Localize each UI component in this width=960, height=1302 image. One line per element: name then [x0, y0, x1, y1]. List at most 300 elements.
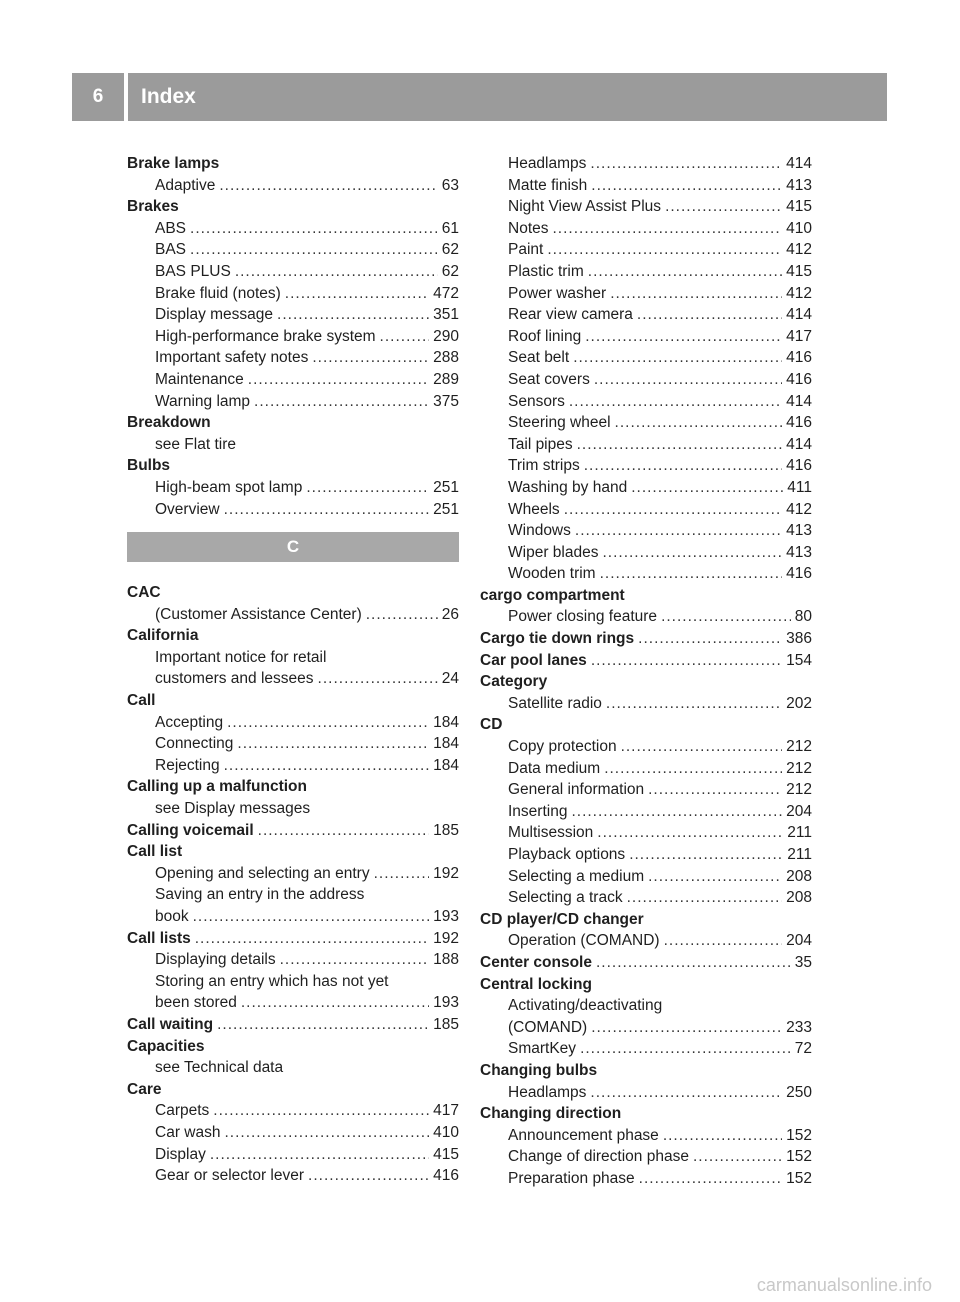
index-term-label: CD	[480, 716, 503, 734]
index-term-label: Calling voicemail	[127, 821, 254, 839]
index-subentry	[127, 326, 459, 348]
index-term-label: Central locking	[480, 975, 592, 993]
dot-leader	[241, 992, 429, 1014]
page-reference: 251	[433, 500, 459, 518]
index-term-label: Call waiting	[127, 1015, 214, 1033]
dot-leader	[585, 326, 782, 348]
dot-leader	[664, 930, 783, 952]
index-subentry-label: Wheels	[508, 500, 560, 518]
index-subentry-label: customers and lessees	[155, 670, 314, 688]
page-reference: 184	[433, 756, 459, 774]
index-subentry	[127, 733, 459, 755]
index-subentry	[127, 261, 459, 283]
dot-leader	[190, 239, 438, 261]
index-subentry-label: Windows	[508, 522, 571, 540]
index-subentry-label: Gear or selector lever	[155, 1167, 305, 1185]
page-reference: 413	[786, 522, 812, 540]
index-subentry-label: Roof lining	[508, 327, 582, 345]
index-subentry-label: Change of direction phase	[508, 1148, 689, 1166]
dot-leader	[237, 733, 429, 755]
page-reference: 290	[433, 327, 459, 345]
index-subentry	[480, 887, 812, 909]
index-term	[480, 650, 812, 672]
page-reference: 233	[786, 1018, 812, 1036]
dot-leader	[591, 175, 782, 197]
page-title: Index	[141, 85, 196, 108]
dot-leader	[597, 822, 783, 844]
dot-leader	[547, 239, 782, 261]
dot-leader	[569, 391, 782, 413]
index-subentry	[127, 798, 459, 820]
index-subentry	[480, 801, 812, 823]
index-subentry	[127, 1057, 459, 1079]
index-subentry	[127, 1122, 459, 1144]
page-reference: 413	[786, 543, 812, 561]
index-subentry-label: Storing an entry which has not yet	[155, 972, 389, 990]
index-term	[480, 628, 812, 650]
index-subentry-label: Rejecting	[155, 756, 220, 774]
index-term	[480, 1060, 812, 1082]
index-subentry	[127, 283, 459, 305]
page-reference: 211	[787, 846, 812, 863]
index-term	[127, 582, 459, 604]
index-subentry	[480, 1168, 812, 1190]
index-subentry-label: Opening and selecting an entry	[155, 864, 370, 882]
page-reference: 192	[433, 864, 459, 882]
page-header	[72, 73, 887, 121]
index-subentry-label: Announcement phase	[508, 1126, 659, 1144]
index-subentry-label: Rear view camera	[508, 306, 633, 324]
index-term-label: Bulbs	[127, 457, 171, 475]
index-subentry-label: Matte finish	[508, 176, 588, 194]
dot-leader	[591, 1017, 782, 1039]
dot-leader	[638, 628, 782, 650]
index-term	[127, 928, 459, 950]
index-subentry-label: Headlamps	[508, 1083, 587, 1101]
index-column-right	[480, 153, 812, 1190]
index-subentry-label: Selecting a medium	[508, 867, 645, 885]
page-reference: 416	[786, 349, 812, 367]
dot-leader	[224, 755, 430, 777]
index-subentry	[480, 261, 812, 283]
dot-leader	[217, 1014, 429, 1036]
dot-leader	[631, 477, 783, 499]
page-reference: 204	[786, 802, 812, 820]
dot-leader	[573, 347, 782, 369]
index-subentry	[480, 477, 812, 499]
dot-leader	[277, 304, 429, 326]
index-subentry-label: Sensors	[508, 392, 565, 410]
index-subentry-label: Wiper blades	[508, 543, 599, 561]
dot-leader	[227, 712, 429, 734]
index-subentry	[127, 1165, 459, 1187]
index-subentry-label: see Flat tire	[155, 435, 236, 453]
page-reference: 62	[441, 241, 459, 259]
dot-leader	[193, 906, 430, 928]
index-subentry-label: Display message	[155, 306, 274, 324]
index-subentry-label: see Display messages	[155, 800, 311, 818]
index-subentry-label: Trim strips	[508, 457, 580, 475]
index-term	[127, 1079, 459, 1101]
dot-leader	[600, 563, 783, 585]
index-subentry	[480, 434, 812, 456]
index-subentry	[480, 542, 812, 564]
page-reference: 251	[433, 478, 459, 496]
index-term-label: Car pool lanes	[480, 651, 587, 669]
page-reference: 152	[786, 1169, 812, 1187]
page-reference: 415	[433, 1145, 459, 1163]
page-reference: 80	[794, 608, 812, 626]
page-reference: 212	[786, 781, 812, 799]
index-subentry-label: Carpets	[155, 1102, 210, 1120]
page-reference: 412	[786, 241, 812, 259]
dot-leader	[637, 304, 782, 326]
dot-leader	[591, 650, 782, 672]
index-subentry-label: book	[155, 908, 189, 925]
page-reference: 193	[433, 908, 459, 925]
page-reference: 61	[441, 219, 459, 237]
index-subentry-label: Copy protection	[508, 738, 617, 756]
dot-leader	[248, 369, 429, 391]
index-term	[127, 841, 459, 863]
page-reference: 62	[441, 262, 459, 280]
dot-leader	[580, 1038, 791, 1060]
page-reference: 212	[786, 738, 812, 756]
index-subentry	[480, 758, 812, 780]
index-subentry	[480, 866, 812, 888]
index-subentry-label: Warning lamp	[155, 392, 251, 410]
index-subentry	[480, 563, 812, 585]
dot-leader	[648, 779, 782, 801]
index-subentry	[127, 218, 459, 240]
index-subentry-label: Plastic trim	[508, 262, 584, 280]
page-reference: 289	[433, 370, 459, 388]
index-block-b	[127, 153, 459, 520]
page-reference: 410	[786, 219, 812, 237]
index-subentry	[127, 712, 459, 734]
index-subentry	[127, 1100, 459, 1122]
dot-leader	[190, 218, 438, 240]
dot-leader	[663, 1125, 782, 1147]
index-subentry	[127, 499, 459, 521]
index-subentry	[127, 239, 459, 261]
page-reference: 208	[786, 889, 812, 907]
page-reference: 412	[786, 284, 812, 302]
page-reference: 417	[786, 327, 812, 345]
index-term-label: Brakes	[127, 198, 179, 216]
page-reference: 26	[441, 605, 459, 623]
page-reference: 204	[786, 932, 812, 950]
page-reference: 415	[786, 198, 812, 216]
index-subentry-label: Night View Assist Plus	[508, 198, 662, 216]
page-reference: 63	[441, 176, 459, 194]
index-subentry-label: High-performance brake system	[155, 327, 376, 345]
index-subentry-label: ABS	[155, 219, 187, 237]
header-divider	[124, 73, 128, 121]
page-reference: 410	[433, 1123, 459, 1141]
index-subentry	[127, 434, 459, 456]
page-reference: 184	[433, 735, 459, 753]
index-subentry	[480, 283, 812, 305]
dot-leader	[254, 391, 429, 413]
index-subentry-label: High-beam spot lamp	[155, 478, 303, 496]
index-subentry-label: Car wash	[155, 1123, 221, 1141]
index-subentry	[127, 863, 459, 885]
dot-leader	[610, 283, 782, 305]
index-subentry	[480, 153, 812, 175]
index-subentry	[480, 693, 812, 715]
index-subentry-label: Brake fluid (notes)	[155, 284, 281, 302]
dot-leader	[564, 499, 782, 521]
index-term-label: Capacities	[127, 1037, 205, 1055]
page-reference: 212	[786, 759, 812, 777]
page-reference: 152	[786, 1148, 812, 1166]
index-subentry-label: Paint	[508, 241, 544, 259]
dot-leader	[665, 196, 782, 218]
dot-leader	[195, 928, 429, 950]
page-reference: 375	[433, 392, 459, 410]
index-subentry	[480, 412, 812, 434]
index-subentry	[127, 971, 459, 993]
index-subentry	[480, 844, 812, 866]
index-term-label: Center console	[480, 953, 592, 971]
index-term	[480, 714, 812, 736]
dot-leader	[693, 1146, 782, 1168]
page-reference: 192	[433, 929, 459, 947]
index-term	[127, 1036, 459, 1058]
index-term-label: CAC	[127, 584, 161, 602]
index-subentry-label: Display	[155, 1145, 206, 1163]
page-reference: 416	[786, 457, 812, 475]
index-subentry	[480, 196, 812, 218]
index-subentry	[480, 520, 812, 542]
index-subentry-label: Inserting	[508, 802, 568, 820]
index-block-c	[127, 582, 459, 1187]
index-subentry-label: Selecting a track	[508, 889, 623, 907]
dot-leader	[280, 949, 430, 971]
page-reference: 413	[786, 176, 812, 194]
dot-leader	[285, 283, 429, 305]
dot-leader	[374, 863, 430, 885]
page-reference: 202	[786, 694, 812, 712]
dot-leader	[308, 1165, 429, 1187]
index-subentry	[127, 604, 459, 626]
index-term	[480, 671, 812, 693]
index-subentry-label: Activating/deactivating	[508, 997, 663, 1015]
index-term-label: Cargo tie down rings	[480, 630, 635, 648]
dot-leader	[380, 326, 430, 348]
index-term	[127, 776, 459, 798]
index-subentry	[480, 369, 812, 391]
page-reference: 416	[433, 1167, 459, 1185]
index-term-label: Changing bulbs	[480, 1061, 598, 1079]
index-subentry	[127, 949, 459, 971]
page-reference: 154	[786, 651, 812, 669]
index-subentry	[480, 455, 812, 477]
index-column-left	[127, 153, 459, 1187]
index-term-label: Care	[127, 1080, 162, 1098]
dot-leader	[224, 499, 430, 521]
section-header-c: C	[127, 532, 459, 562]
page-reference: 184	[433, 713, 459, 731]
page-reference: 414	[786, 155, 812, 172]
dot-leader	[594, 369, 782, 391]
index-subentry	[480, 175, 812, 197]
dot-leader	[235, 261, 438, 283]
index-subentry-label: (Customer Assistance Center)	[155, 605, 362, 623]
index-subentry-label: Headlamps	[508, 155, 587, 172]
index-subentry	[127, 884, 459, 906]
index-subentry	[480, 1125, 812, 1147]
index-subentry-label: Overview	[155, 500, 220, 518]
index-term	[127, 412, 459, 434]
index-term	[127, 1014, 459, 1036]
index-subentry-label: Power closing feature	[508, 608, 658, 626]
index-subentry	[480, 499, 812, 521]
index-subentry-label: BAS	[155, 241, 187, 259]
dot-leader	[553, 218, 783, 240]
index-term-label: CD player/CD changer	[480, 910, 644, 928]
index-subentry	[127, 668, 459, 690]
index-subentry	[127, 992, 459, 1014]
dot-leader	[604, 758, 782, 780]
index-subentry-label: (COMAND)	[508, 1018, 588, 1036]
dot-leader	[602, 542, 782, 564]
index-subentry	[127, 647, 459, 669]
index-subentry-label: Tail pipes	[508, 435, 573, 453]
index-subentry	[480, 995, 812, 1017]
index-subentry	[127, 304, 459, 326]
dot-leader	[590, 1082, 782, 1104]
dot-leader	[648, 866, 782, 888]
dot-leader	[629, 844, 783, 866]
page-reference: 24	[441, 670, 459, 688]
index-subentry-label: SmartKey	[508, 1040, 577, 1058]
index-term-label: Breakdown	[127, 414, 211, 432]
dot-leader	[627, 887, 783, 909]
index-subentry-label: Wooden trim	[508, 565, 596, 583]
index-subentry	[480, 304, 812, 326]
page-reference: 472	[433, 284, 459, 302]
index-subentry	[480, 930, 812, 952]
index-subentry	[127, 391, 459, 413]
index-subentry	[480, 822, 812, 844]
index-term-label: Call list	[127, 843, 183, 861]
index-subentry	[127, 1144, 459, 1166]
page-reference: 416	[786, 370, 812, 388]
page-reference: 416	[786, 414, 812, 432]
index-term-label: Category	[480, 673, 548, 691]
dot-leader	[312, 347, 429, 369]
index-subentry	[127, 906, 459, 928]
index-term	[480, 1103, 812, 1125]
index-subentry-label: Important notice for retail	[155, 648, 327, 666]
index-subentry-label: Seat belt	[508, 349, 570, 367]
index-subentry-label: Maintenance	[155, 370, 244, 388]
index-subentry	[480, 391, 812, 413]
dot-leader	[584, 455, 782, 477]
index-term-label: Call lists	[127, 929, 191, 947]
page-reference: 250	[786, 1083, 812, 1101]
index-term	[480, 909, 812, 931]
index-subentry-label: Preparation phase	[508, 1169, 635, 1187]
index-subentry	[480, 1017, 812, 1039]
index-subentry	[127, 755, 459, 777]
index-subentry-label: been stored	[155, 994, 237, 1012]
index-subentry-label: Important safety notes	[155, 349, 309, 367]
index-subentry-label: Playback options	[508, 846, 626, 863]
index-term	[127, 625, 459, 647]
index-subentry-label: Washing by hand	[508, 478, 628, 496]
page-reference: 414	[786, 392, 812, 410]
index-subentry	[127, 369, 459, 391]
index-subentry-label: Operation (COMAND)	[508, 932, 660, 950]
index-subentry-label: Displaying details	[155, 951, 276, 969]
index-subentry-label: Seat covers	[508, 370, 590, 388]
dot-leader	[639, 1168, 782, 1190]
index-subentry-label: Steering wheel	[508, 414, 611, 432]
dot-leader	[219, 175, 437, 197]
index-subentry-label: Saving an entry in the address	[155, 886, 365, 904]
index-subentry	[480, 606, 812, 628]
index-subentry	[480, 779, 812, 801]
dot-leader	[615, 412, 783, 434]
index-term	[127, 196, 459, 218]
index-term-label: Calling up a malfunction	[127, 778, 307, 796]
page-reference: 417	[433, 1102, 459, 1120]
page-reference: 193	[433, 994, 459, 1012]
page-reference: 72	[794, 1040, 812, 1058]
page-reference: 412	[786, 500, 812, 518]
page-reference: 185	[433, 1015, 459, 1033]
index-subentry	[480, 239, 812, 261]
index-term	[480, 585, 812, 607]
dot-leader	[577, 434, 783, 456]
dot-leader	[596, 952, 791, 974]
index-subentry-label: Data medium	[508, 759, 601, 777]
dot-leader	[366, 604, 438, 626]
dot-leader	[588, 261, 782, 283]
page-reference: 415	[786, 262, 812, 280]
page-reference: 188	[433, 951, 459, 969]
dot-leader	[213, 1100, 429, 1122]
page-reference: 416	[786, 565, 812, 583]
index-subentry-label: Connecting	[155, 735, 234, 753]
index-subentry	[127, 477, 459, 499]
page-reference: 414	[786, 306, 812, 324]
index-subentry	[480, 1038, 812, 1060]
index-term-label: Brake lamps	[127, 155, 220, 172]
index-term-label: Call	[127, 692, 156, 710]
page-reference: 152	[786, 1126, 812, 1144]
index-subentry-label: Accepting	[155, 713, 224, 731]
index-subentry	[480, 1146, 812, 1168]
watermark: carmanualsonline.info	[756, 1275, 932, 1295]
page-reference: 288	[433, 349, 459, 367]
index-subentry-label: Power washer	[508, 284, 607, 302]
dot-leader	[210, 1144, 429, 1166]
index-term	[127, 153, 459, 175]
index-subentry	[480, 736, 812, 758]
dot-leader	[606, 693, 782, 715]
index-subentry	[480, 1082, 812, 1104]
index-term	[127, 820, 459, 842]
page-reference: 208	[786, 867, 812, 885]
page-reference: 411	[787, 478, 812, 496]
dot-leader	[575, 520, 782, 542]
page-reference: 211	[787, 824, 812, 842]
index-subentry-label: BAS PLUS	[155, 262, 231, 280]
